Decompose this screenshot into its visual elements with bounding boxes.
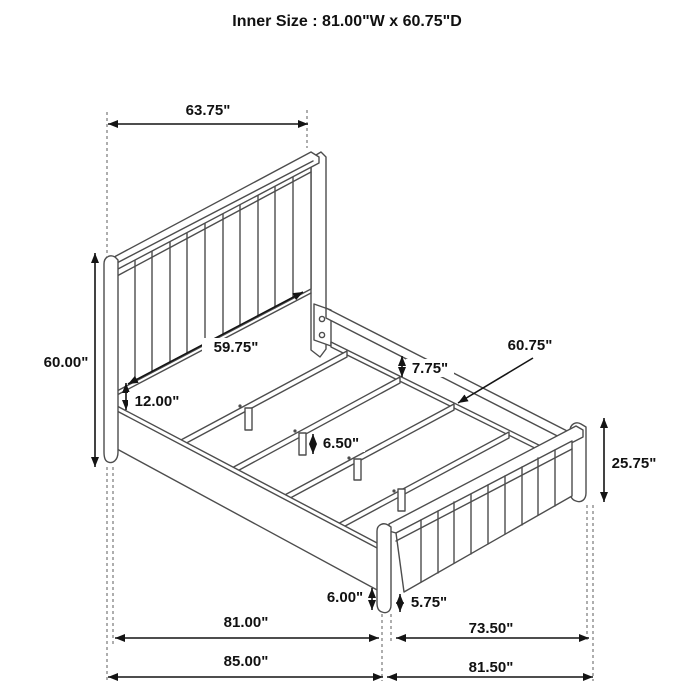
bed-frame-drawing	[104, 152, 586, 613]
dimension-label: 12.00"	[134, 393, 180, 410]
dimension-footboard-inner-span	[396, 620, 589, 638]
dimension-label: 60.75"	[507, 337, 553, 354]
headboard-panel	[117, 164, 311, 395]
headboard-right-post	[311, 152, 331, 357]
dimension-slat-leg-height	[313, 434, 365, 454]
slat	[281, 404, 454, 503]
headboard-left-post	[104, 256, 118, 463]
dimension-label: 7.75"	[411, 360, 449, 377]
dimension-label: 25.75"	[611, 455, 657, 472]
dimension-annotations	[44, 102, 657, 677]
dimension-footboard-leg-height	[400, 594, 447, 612]
dimension-rail-to-slat-drop	[402, 356, 454, 377]
dimension-label: 6.50"	[322, 435, 360, 452]
dimension-footboard-overall-width	[387, 659, 593, 677]
dimension-overall-length	[108, 653, 383, 677]
dimension-label: 59.75"	[213, 339, 259, 356]
dimension-label: 6.00"	[326, 589, 364, 606]
dimension-inner-length	[115, 614, 379, 638]
dimension-label: 81.50"	[468, 659, 514, 676]
dimension-rail-to-panel-gap	[126, 383, 186, 410]
dimension-headboard-width	[108, 102, 308, 124]
dimension-headboard-height	[44, 253, 95, 467]
dimension-footboard-height	[604, 418, 656, 502]
slat	[230, 377, 400, 475]
dimension-label: 63.75"	[185, 102, 231, 119]
dimension-label: 5.75"	[410, 594, 448, 611]
slat	[179, 351, 347, 447]
near-side-rail	[117, 406, 379, 591]
page-title: Inner Size : 81.00"W x 60.75"D	[232, 13, 462, 30]
dimension-label: 60.00"	[43, 354, 89, 371]
dimension-label: 81.00"	[223, 614, 269, 631]
dimension-side-rail-leg-height	[327, 588, 372, 610]
dimension-label: 85.00"	[223, 653, 269, 670]
dimension-label: 73.50"	[468, 620, 514, 637]
footboard-front-leg	[377, 524, 391, 613]
